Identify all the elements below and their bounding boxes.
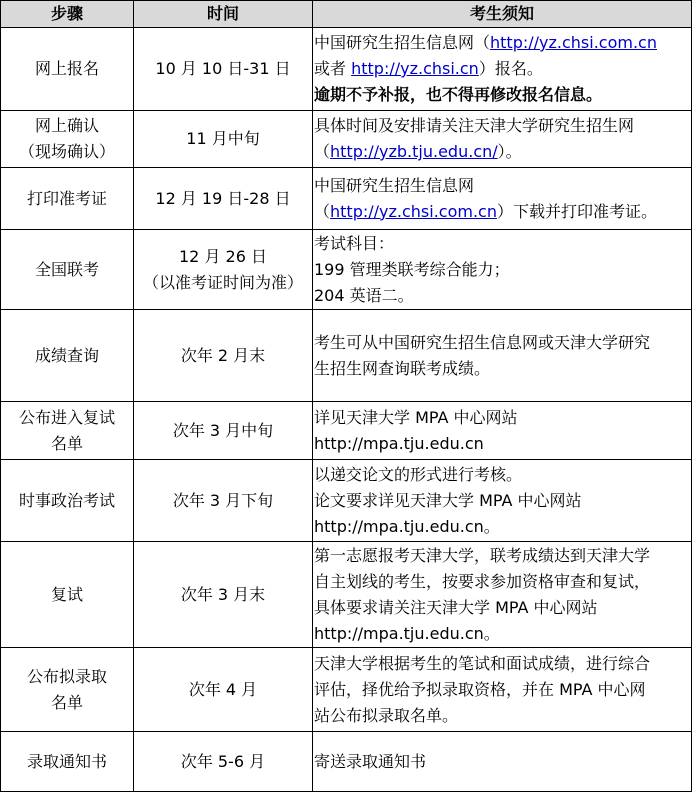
notice-cell <box>313 168 692 230</box>
notice-text: （ <box>314 142 331 161</box>
table-row <box>1 310 692 402</box>
notice-text: http://mpa.tju.edu.cn <box>314 433 484 453</box>
notice-text: 中国研究生招生信息网 <box>314 175 475 195</box>
notice-cell <box>313 648 692 732</box>
step-text: 公布拟录取 <box>26 666 107 686</box>
notice-line <box>314 113 690 139</box>
step-cell <box>1 402 134 460</box>
step-cell <box>1 648 134 732</box>
notice-text: 考试科目： <box>314 233 395 253</box>
notice-line <box>314 514 690 540</box>
table-row <box>1 460 692 542</box>
time-cell <box>134 28 313 111</box>
notice-text: 以递交论文的形式进行考核。 <box>314 464 523 484</box>
step-cell <box>1 542 134 648</box>
notice-line <box>314 569 690 595</box>
notice-line <box>314 749 690 775</box>
notice-text: 详见天津大学 MPA 中心网站 <box>314 407 518 427</box>
time-cell <box>134 542 313 648</box>
notice-text: 考生可从中国研究生招生信息网或天津大学研究 <box>314 332 651 352</box>
time-text: 次年 2 月末 <box>180 345 266 365</box>
step-text: 名单 <box>50 692 83 712</box>
notice-text: ）报名。 <box>478 59 543 78</box>
step-cell <box>1 310 134 402</box>
header-time: 时间 <box>134 1 313 28</box>
step-text: 名单 <box>50 433 83 453</box>
time-text: 次年 3 月下旬 <box>172 490 274 510</box>
step-cell <box>1 460 134 542</box>
notice-line <box>314 139 690 165</box>
notice-text: 生招生网查询联考成绩。 <box>314 358 491 378</box>
notice-line <box>314 595 690 621</box>
header-step: 步骤 <box>1 1 134 28</box>
notice-line <box>314 651 690 677</box>
notice-line <box>314 82 690 108</box>
notice-text: 204 英语二。 <box>314 285 414 305</box>
notice-line <box>314 30 690 56</box>
notice-cell <box>313 402 692 460</box>
time-cell <box>134 402 313 460</box>
notice-line <box>314 703 690 729</box>
notice-text: 或者 <box>314 59 352 78</box>
step-text: 复试 <box>50 584 83 604</box>
step-cell <box>1 168 134 230</box>
notice-line <box>314 257 690 283</box>
time-text: （以准考证时间为准） <box>142 272 303 292</box>
step-text: 时事政治考试 <box>18 490 115 510</box>
notice-text: 具体时间及安排请关注天津大学研究生招生网 <box>314 116 635 135</box>
notice-line <box>314 173 690 199</box>
time-cell <box>134 460 313 542</box>
notice-cell <box>313 230 692 310</box>
time-text: 11 月中旬 <box>186 129 260 148</box>
time-text: 10 月 10 日-31 日 <box>155 59 291 78</box>
notice-cell <box>313 28 692 111</box>
time-text: 次年 5-6 月 <box>180 751 266 771</box>
notice-text: 中国研究生招生信息网（ <box>314 33 491 52</box>
time-cell <box>134 111 313 168</box>
notice-line <box>314 677 690 703</box>
step-text: 网上确认 <box>34 116 99 135</box>
time-text: 次年 3 月中旬 <box>172 420 274 440</box>
notice-line <box>314 330 690 356</box>
step-text: 公布进入复试 <box>18 407 115 427</box>
notice-text: http://mpa.tju.edu.cn。 <box>314 623 500 643</box>
time-cell <box>134 732 313 792</box>
time-cell <box>134 648 313 732</box>
notice-line <box>314 543 690 569</box>
notice-line <box>314 231 690 257</box>
time-text: 次年 4 月 <box>188 679 258 699</box>
time-cell <box>134 230 313 310</box>
time-cell <box>134 168 313 230</box>
notice-line <box>314 199 690 225</box>
table-row <box>1 28 692 111</box>
notice-cell <box>313 542 692 648</box>
table-row <box>1 111 692 168</box>
step-text: 网上报名 <box>34 59 99 78</box>
url-link[interactable]: http://yzb.tju.edu.cn/ <box>330 142 498 161</box>
notice-text: 第一志愿报考天津大学，联考成绩达到天津大学 <box>314 545 651 565</box>
notice-text: 站公布拟录取名单。 <box>314 705 459 725</box>
table-row <box>1 542 692 648</box>
notice-line <box>314 462 690 488</box>
step-cell <box>1 28 134 111</box>
step-text: 录取通知书 <box>26 751 107 771</box>
step-cell <box>1 111 134 168</box>
notice-cell <box>313 460 692 542</box>
notice-cell <box>313 732 692 792</box>
notice-cell <box>313 310 692 402</box>
warning-text: 逾期不予补报，也不得再修改报名信息。 <box>314 85 603 104</box>
time-text: 次年 3 月末 <box>180 584 266 604</box>
notice-text: http://mpa.tju.edu.cn。 <box>314 516 500 536</box>
notice-text: 自主划线的考生，按要求参加资格审查和复试， <box>314 571 651 591</box>
step-text: 成绩查询 <box>34 345 99 365</box>
header-notice: 考生须知 <box>313 1 692 28</box>
notice-text: 论文要求详见天津大学 MPA 中心网站 <box>314 490 582 510</box>
notice-text: 天津大学根据考生的笔试和面试成绩，进行综合 <box>314 653 651 673</box>
time-text: 12 月 26 日 <box>179 246 267 266</box>
notice-line <box>314 621 690 647</box>
table-row <box>1 402 692 460</box>
notice-text: 199 管理类联考综合能力； <box>314 259 510 279</box>
step-cell <box>1 230 134 310</box>
notice-line <box>314 283 690 309</box>
url-link[interactable]: http://yz.chsi.cn <box>351 59 479 78</box>
notice-line <box>314 488 690 514</box>
step-text: （现场确认） <box>18 142 115 161</box>
notice-text: 具体要求请关注天津大学 MPA 中心网站 <box>314 597 598 617</box>
notice-text: ）下载并打印准考证。 <box>496 201 657 221</box>
time-text: 12 月 19 日-28 日 <box>155 188 291 208</box>
table-row <box>1 168 692 230</box>
step-text: 全国联考 <box>34 259 99 279</box>
notice-line <box>314 405 690 431</box>
step-cell <box>1 732 134 792</box>
notice-text: 评估，择优给予拟录取资格，并在 MPA 中心网 <box>314 679 646 699</box>
url-link[interactable]: http://yz.chsi.com.cn <box>490 33 657 52</box>
table-row <box>1 648 692 732</box>
table-row <box>1 230 692 310</box>
notice-line <box>314 356 690 382</box>
table-header-row <box>1 1 692 28</box>
step-text: 打印准考证 <box>26 188 107 208</box>
time-cell <box>134 310 313 402</box>
table-row <box>1 732 692 792</box>
notice-text: ）。 <box>497 142 522 161</box>
notice-line <box>314 56 690 82</box>
notice-line <box>314 431 690 457</box>
url-link[interactable]: http://yz.chsi.com.cn <box>330 201 497 221</box>
notice-cell <box>313 111 692 168</box>
notice-text: 寄送录取通知书 <box>314 751 427 771</box>
notice-text: （ <box>314 201 331 221</box>
